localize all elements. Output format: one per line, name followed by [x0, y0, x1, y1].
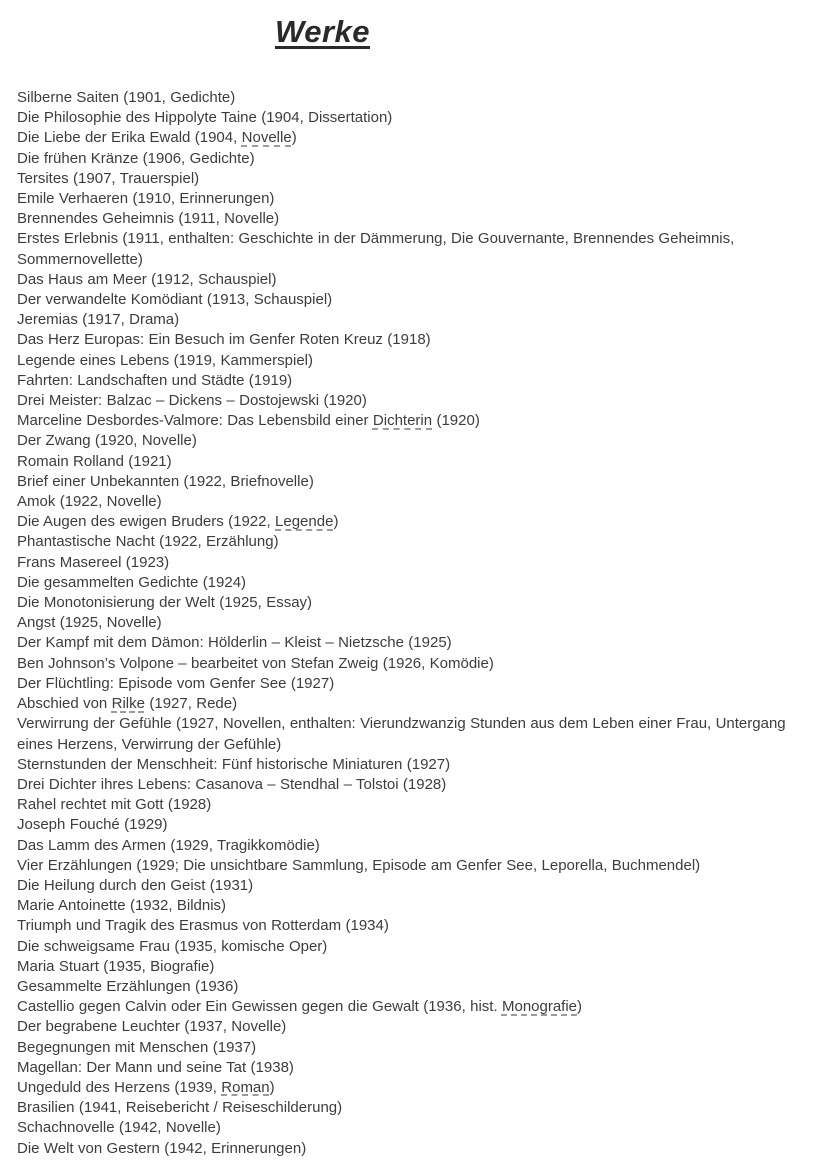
- list-item: Erstes Erlebnis (1911, enthalten: Geschichte in der Dämmerung, Die Gouvernante, Brennendes Geheimnis, Sommernovellette): [17, 230, 735, 268]
- list-item: Frans Masereel (1923): [17, 553, 170, 571]
- list-item: Joseph Fouché (1929): [17, 816, 168, 834]
- spellcheck-word: Roman: [221, 1078, 270, 1096]
- spellcheck-word: Rilke: [111, 695, 145, 713]
- list-item: Die schweigsame Frau (1935, komische Oper): [17, 937, 328, 955]
- list-item: Der Flüchtling: Episode vom Genfer See (1927): [17, 674, 335, 692]
- list-item: Ben Johnson’s Volpone – bearbeitet von Stefan Zweig (1926, Komödie): [17, 654, 494, 672]
- list-item: Die Augen des ewigen Bruders (1922, Legende): [17, 513, 339, 531]
- list-item: Die Monotonisierung der Welt (1925, Essay): [17, 594, 313, 612]
- list-item: Die gesammelten Gedichte (1924): [17, 573, 247, 591]
- list-item: Tersites (1907, Trauerspiel): [17, 169, 200, 187]
- list-item: Das Lamm des Armen (1929, Tragikkomödie): [17, 836, 320, 854]
- spellcheck-word: Dichterin: [372, 412, 433, 430]
- list-item: Marie Antoinette (1932, Bildnis): [17, 897, 227, 915]
- list-item: Der verwandelte Komödiant (1913, Schauspiel): [17, 291, 333, 309]
- list-item: Das Herz Europas: Ein Besuch im Genfer Roten Kreuz (1918): [17, 331, 431, 349]
- list-item: Marceline Desbordes-Valmore: Das Lebensbild einer Dichterin (1920): [17, 412, 480, 430]
- list-item: Brennendes Geheimnis (1911, Novelle): [17, 210, 280, 228]
- spellcheck-word: Legende: [275, 513, 334, 531]
- list-item: Emile Verhaeren (1910, Erinnerungen): [17, 190, 275, 208]
- list-item: Fahrten: Landschaften und Städte (1919): [17, 371, 293, 389]
- page-title: Werke: [275, 14, 370, 49]
- list-item: Legende eines Lebens (1919, Kammerspiel): [17, 351, 313, 369]
- list-item: Der Zwang (1920, Novelle): [17, 432, 197, 450]
- list-item: Drei Dichter ihres Lebens: Casanova – Stendhal – Tolstoi (1928): [17, 775, 447, 793]
- list-item: Die Liebe der Erika Ewald (1904, Novelle): [17, 129, 297, 147]
- works-list: [17, 88, 813, 1159]
- list-item: Schachnovelle (1942, Novelle): [17, 1119, 221, 1137]
- list-item: Maria Stuart (1935, Biografie): [17, 957, 215, 975]
- list-item: Rahel rechtet mit Gott (1928): [17, 796, 212, 814]
- list-item: Brasilien (1941, Reisebericht / Reiseschilderung): [17, 1099, 343, 1117]
- list-item: Silberne Saiten (1901, Gedichte): [17, 89, 236, 106]
- list-item: Vier Erzählungen (1929; Die unsichtbare Sammlung, Episode am Genfer See, Leporella, Buchmendel): [17, 856, 701, 874]
- list-item: Gesammelte Erzählungen (1936): [17, 977, 239, 995]
- list-item: Triumph und Tragik des Erasmus von Rotterdam (1934): [17, 917, 389, 935]
- list-item: Begegnungen mit Menschen (1937): [17, 1038, 257, 1056]
- list-item: Romain Rolland (1921): [17, 452, 172, 470]
- list-item: Magellan: Der Mann und seine Tat (1938): [17, 1058, 294, 1076]
- list-item: Amok (1922, Novelle): [17, 493, 162, 511]
- list-item: Angst (1925, Novelle): [17, 614, 162, 632]
- list-item: Das Haus am Meer (1912, Schauspiel): [17, 270, 277, 288]
- list-item: Drei Meister: Balzac – Dickens – Dostojewski (1920): [17, 392, 367, 410]
- list-item: Brief einer Unbekannten (1922, Briefnovelle): [17, 472, 314, 490]
- list-item: Sternstunden der Menschheit: Fünf historische Miniaturen (1927): [17, 755, 451, 773]
- list-item: Der begrabene Leuchter (1937, Novelle): [17, 1018, 287, 1036]
- list-item: Castellio gegen Calvin oder Ein Gewissen gegen die Gewalt (1936, hist. Monografie): [17, 998, 583, 1016]
- list-item: Ungeduld des Herzens (1939, Roman): [17, 1078, 275, 1096]
- list-item: Abschied von Rilke (1927, Rede): [17, 695, 238, 713]
- spellcheck-word: Novelle: [241, 129, 292, 147]
- list-item: Phantastische Nacht (1922, Erzählung): [17, 533, 279, 551]
- list-item: Die Philosophie des Hippolyte Taine (1904, Dissertation): [17, 109, 393, 127]
- list-item: Die frühen Kränze (1906, Gedichte): [17, 149, 255, 167]
- list-item: Verwirrung der Gefühle (1927, Novellen, enthalten: Vierundzwanzig Stunden aus dem Leben einer Frau, Untergang eines Herzens, Verwirrung der Gefühle): [17, 715, 786, 753]
- spellcheck-word: Monografie: [501, 998, 578, 1016]
- list-item: Die Welt von Gestern (1942, Erinnerungen): [17, 1139, 307, 1157]
- list-item: Die Heilung durch den Geist (1931): [17, 876, 254, 894]
- list-item: Jeremias (1917, Drama): [17, 311, 180, 329]
- list-item: Der Kampf mit dem Dämon: Hölderlin – Kleist – Nietzsche (1925): [17, 634, 452, 652]
